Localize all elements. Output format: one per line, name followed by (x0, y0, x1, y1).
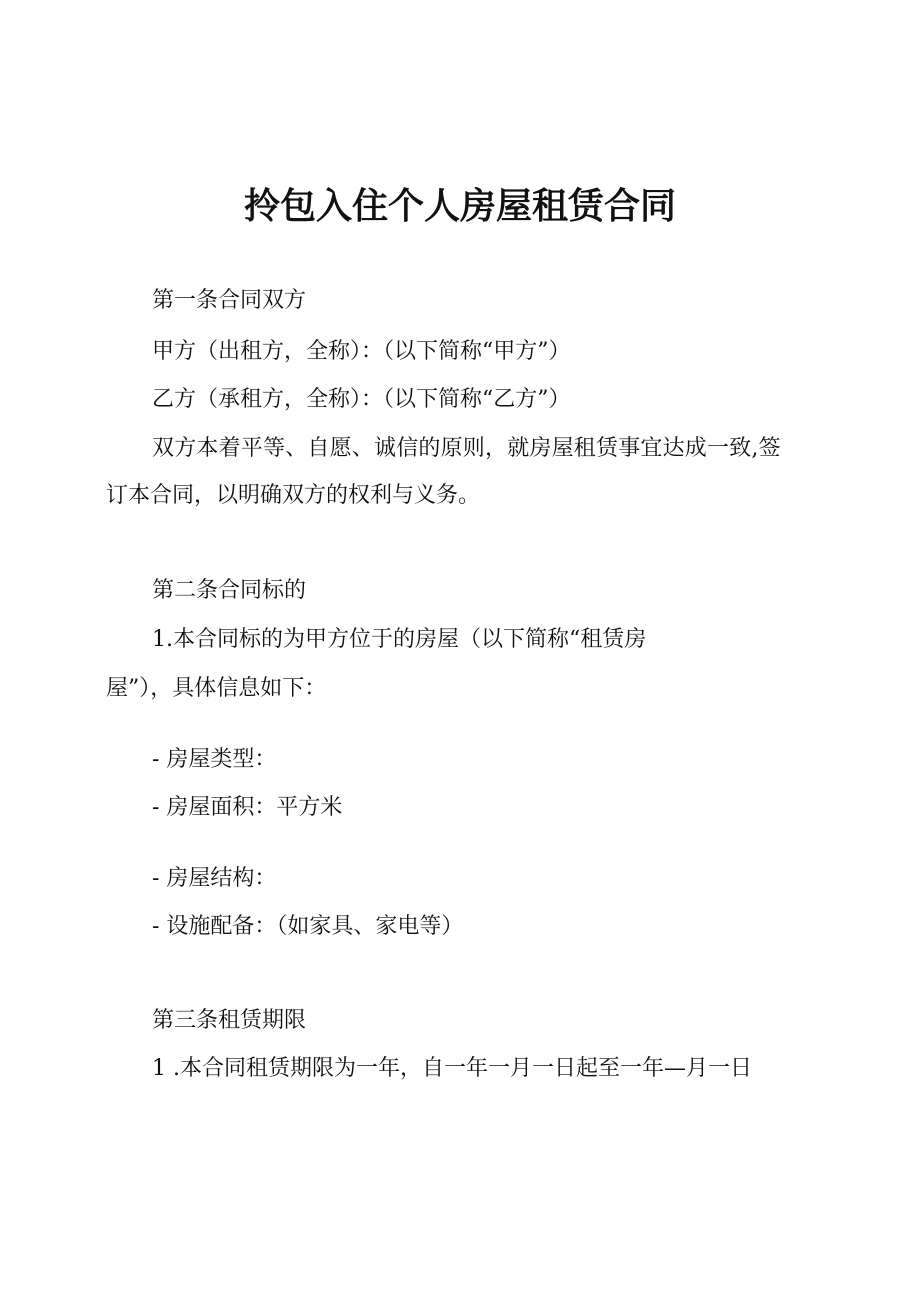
article1-paragraph-line1: 双方本着平等、自愿、诚信的原则，就房屋租赁事宜达成一致,签 (152, 436, 781, 461)
bullet-facilities: - 设施配备：（如家具、家电等） (152, 914, 464, 939)
party-b-line: 乙方（承租方，全称）：（以下简称“乙方”） (152, 387, 571, 412)
article1-heading: 第一条合同双方 (152, 288, 307, 313)
article3-heading: 第三条租赁期限 (152, 1008, 307, 1033)
party-a-line: 甲方（出租方，全称）：（以下简称“甲方”） (152, 339, 571, 364)
bullet-house-structure: - 房屋结构： (152, 866, 277, 891)
bullet-house-area: - 房屋面积：平方米 (152, 795, 343, 820)
article2-heading: 第二条合同标的 (152, 578, 307, 603)
bullet-house-type: - 房屋类型： (152, 747, 277, 772)
article1-paragraph-line2: 订本合同，以明确双方的权利与义务。 (106, 483, 481, 508)
article2-item1-line1: 1.本合同标的为甲方位于的房屋（以下简称“租赁房 (152, 627, 647, 652)
document-title: 拎包入住个人房屋租赁合同 (243, 186, 676, 227)
article2-item1-line2: 屋”），具体信息如下： (106, 676, 327, 701)
article3-item1: 1 .本合同租赁期限为一年，自一年一月一日起至一年—月一日 (152, 1056, 752, 1081)
